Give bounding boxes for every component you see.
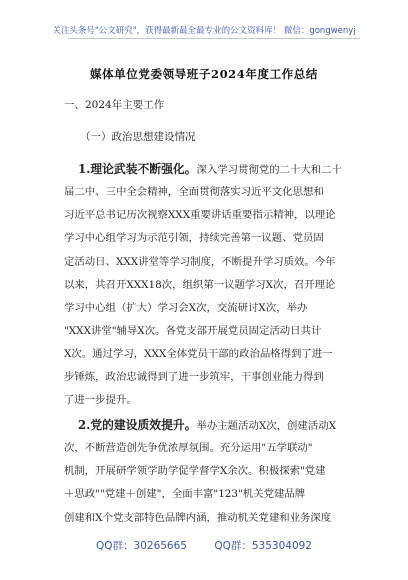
paragraph-line: 以来，共召开XXX18次，组织第一议题学习X次，召开理论 bbox=[64, 278, 336, 291]
paragraph-line: 了进一步提升。 bbox=[64, 394, 137, 407]
paragraph-line: X次。通过学习，XXX全体党员干部的政治品格得到了进一 bbox=[64, 348, 333, 361]
paragraph-line: 2.党的建设质效提升。举办主题活动X次，创建活动X bbox=[78, 418, 336, 432]
paragraph-2 bbox=[64, 414, 360, 530]
paragraph-1 bbox=[64, 158, 360, 413]
subsection-heading: （一）政治思想建设情况 bbox=[80, 131, 196, 143]
paragraph-line: 学习中心组学习为示范引领，持续完善第一议题、党员固 bbox=[64, 232, 324, 245]
page-footer bbox=[0, 538, 408, 553]
qq-group-2: QQ群：535304092 bbox=[214, 540, 312, 552]
paragraph-lead: 2.党的建设质效提升。 bbox=[78, 418, 197, 432]
paragraph-line: 学习中心组（扩大）学习会X次，交流研讨X次，举办 bbox=[64, 301, 308, 314]
paragraph-line: "XXX讲堂"辅导X次。各党支部开展党员固定活动日共计 bbox=[64, 324, 322, 337]
paragraph-line: 1.理论武装不断强化。深入学习贯彻党的二十大和二十 bbox=[78, 162, 342, 176]
paragraph-lead: 1.理论武装不断强化。 bbox=[78, 162, 197, 176]
paragraph-line: 次，不断营造创先争优浓厚氛围。充分运用"五学联动" bbox=[64, 442, 313, 455]
document-title: 媒体单位党委领导班子2024年度工作总结 bbox=[89, 67, 318, 81]
paragraph-line: 机制，开展研学领学助学促学督学X余次。积极探索"党建 bbox=[64, 465, 326, 478]
header-rule bbox=[68, 38, 360, 39]
paragraph-line: 定活动日、XXX讲堂等学习制度，不断提升学习质效。今年 bbox=[64, 255, 336, 268]
paragraph-line: 习近平总书记历次视察XXX重要讲话重要指示精神，以理论 bbox=[64, 209, 336, 222]
paragraph-line: ＋思政""党建＋创建"，全面丰富"123"机关党建品牌 bbox=[64, 488, 306, 501]
qq-group-1: QQ群：30265665 bbox=[96, 540, 187, 552]
paragraph-line: 届二中、三中全会精神，全面贯彻落实习近平文化思想和 bbox=[64, 186, 324, 199]
page-header: 关注头条号"公文研究"，获得最新最全最专业的公文资料库！ 微信：gongwenyj bbox=[52, 26, 356, 36]
paragraph-line: 创建和X个党支部特色品牌内涵，推动机关党建和业务深度 bbox=[64, 511, 332, 524]
section-heading: 一、2024年主要工作 bbox=[64, 99, 165, 111]
paragraph-line: 步锤炼，政治忠诚得到了进一步筑牢，干事创业能力得到 bbox=[64, 371, 324, 384]
